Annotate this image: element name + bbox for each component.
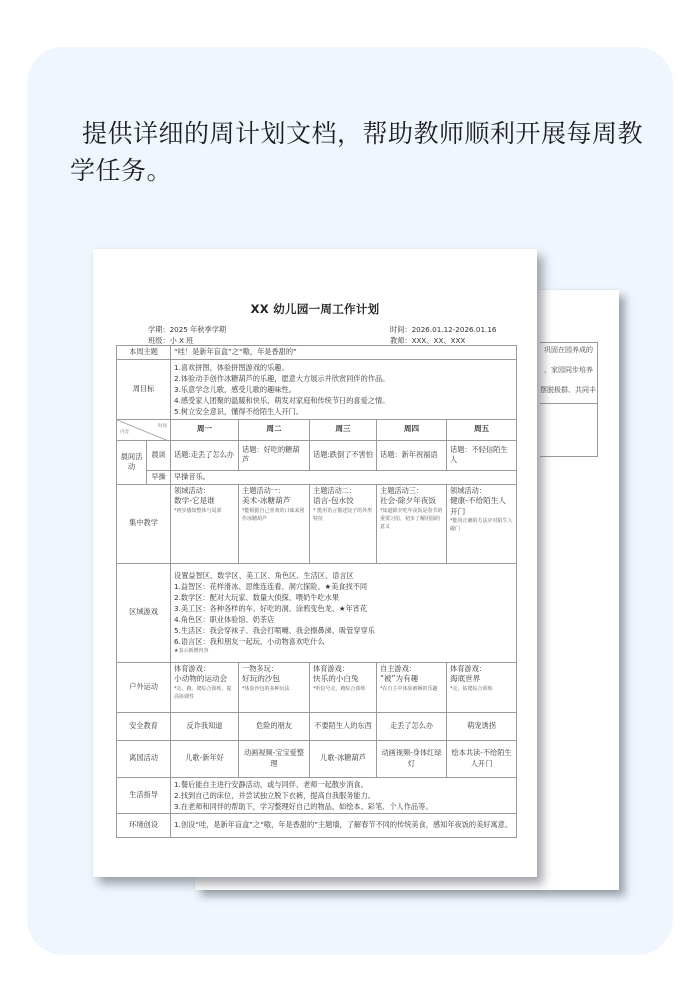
talk-label: 晨谈 bbox=[147, 440, 171, 470]
safety-cell: 走丢了怎么办 bbox=[377, 712, 447, 740]
leaving-cell: 儿歌-冰糖葫芦 bbox=[310, 740, 377, 777]
focus-cell bbox=[171, 484, 239, 563]
life-guidance-row bbox=[117, 777, 517, 813]
activity-title: 体育游戏： bbox=[174, 663, 210, 673]
time-axis-label: 时间 bbox=[158, 423, 168, 429]
day-header-tue: 周二 bbox=[239, 419, 310, 440]
class-info: 班级：小 X 班 bbox=[148, 336, 194, 345]
teachers-info: 教师：XXX、XX、XXX bbox=[390, 336, 466, 345]
diagonal-header-cell bbox=[117, 419, 171, 440]
activity-name: 数学-它是谁 bbox=[174, 496, 215, 505]
area-games-label: 区域游戏 bbox=[117, 563, 171, 662]
header-row bbox=[117, 419, 517, 440]
activity-note: *知道除夕吃年夜饭是春节的重要习俗，初步了解团圆的意义 bbox=[380, 507, 443, 530]
activity-title: 主题活动二： bbox=[313, 485, 357, 495]
goal-item: 3.乐意学念儿歌，感受儿歌的趣味性。 bbox=[174, 384, 296, 394]
life-guidance-list bbox=[171, 777, 517, 813]
focus-cell bbox=[310, 484, 377, 563]
date-range-info: 时间：2026.01.12-2026.01.16 bbox=[390, 325, 497, 334]
safety-row bbox=[117, 712, 517, 740]
outdoor-row bbox=[117, 662, 517, 712]
exercise-value: 早操音乐。 bbox=[171, 470, 517, 484]
safety-cell: 反诈我知道 bbox=[171, 712, 239, 740]
activity-note: *听信号走、跑综合训练 bbox=[313, 685, 366, 692]
activity-note: *走、钻爬综合训练 bbox=[450, 685, 493, 692]
activity-name: 语言-包水饺 bbox=[313, 496, 354, 505]
talk-cell: 话题：不轻信陌生人 bbox=[447, 440, 517, 470]
activity-title: 体育游戏： bbox=[450, 663, 486, 673]
talk-cell: 话题:跌倒了不害怕 bbox=[310, 440, 377, 470]
talk-cell: 话题:走丢了怎么办 bbox=[171, 440, 239, 470]
area-line: 设置益智区、数学区、美工区、角色区、生活区、语言区 bbox=[174, 571, 354, 580]
content-axis-label: 内容 bbox=[120, 430, 129, 435]
area-line: 5.生活区：我会穿袜子、我会打喷嚏、我会擦鼻涕、吸管穿穿乐 bbox=[174, 626, 375, 635]
goal-item: 1.喜欢拼图，体验拼图游戏的乐趣。 bbox=[174, 362, 289, 372]
day-header-thu: 周四 bbox=[377, 419, 447, 440]
activity-name: 健康-不给陌生人开门 bbox=[450, 496, 506, 516]
weekly-plan-document bbox=[93, 249, 537, 877]
activity-title: 领域活动： bbox=[450, 485, 486, 495]
morning-talk-row bbox=[117, 440, 517, 470]
safety-cell: 不要陌生人的东西 bbox=[310, 712, 377, 740]
focus-teaching-row bbox=[117, 484, 517, 563]
talk-cell: 话题：新年祝福语 bbox=[377, 440, 447, 470]
activity-title: 自主游戏： bbox=[380, 663, 416, 673]
new-content-note: ★表示新增内容 bbox=[174, 648, 209, 654]
activity-title: 主题活动三： bbox=[380, 485, 424, 495]
outdoor-label: 户外运动 bbox=[117, 662, 171, 712]
day-header-wed: 周三 bbox=[310, 419, 377, 440]
goals-row bbox=[117, 359, 517, 419]
morning-activity-label: 晨间活动 bbox=[117, 440, 147, 484]
document-title: XX 幼儿园一周工作计划 bbox=[250, 302, 380, 316]
exercise-label: 早操 bbox=[147, 470, 171, 484]
activity-title: 一物多玩： bbox=[242, 663, 278, 673]
goals-label: 周目标 bbox=[117, 359, 171, 419]
leaving-row bbox=[117, 740, 517, 777]
back-page-snippet: 巩固在园养成的 bbox=[544, 346, 593, 354]
semester-info: 学期：2025 年秋季学期 bbox=[148, 325, 227, 334]
safety-cell: 萌宠诱拐 bbox=[447, 712, 517, 740]
caption-text: 提供详细的周计划文档，帮助教师顺利开展每周教学任务。 bbox=[70, 119, 644, 185]
leaving-cell: 动画视频-宝宝爱整理 bbox=[239, 740, 310, 777]
activity-note: *走、跑、爬综合训练，提高协调性 bbox=[174, 685, 232, 700]
activity-name: “被”为有趣 bbox=[380, 674, 419, 683]
focus-cell bbox=[377, 484, 447, 563]
life-line: 1.餐后能自主进行安静活动，或与同伴、老师一起散步消食。 bbox=[174, 779, 368, 789]
focus-cell bbox=[447, 484, 517, 563]
leaving-label: 离园活动 bbox=[117, 740, 171, 777]
area-games-row bbox=[117, 563, 517, 662]
activity-name: 海底世界 bbox=[450, 674, 481, 683]
activity-note: * 能用语言描述饺子的外形特征 bbox=[313, 507, 373, 522]
environment-value: 1.创设“哇，是新年盲盒”之“嗷，年是香甜的”主题墙，了解春节不同的传统美食，感知年夜饭的美好寓意。 bbox=[171, 813, 517, 837]
activity-title: 领域活动： bbox=[174, 485, 210, 495]
back-page-snippet: ，家园同步培养 bbox=[544, 366, 593, 374]
life-line: 2.找到自己的床位，并尝试独立脱下衣裤，提高自我服务能力。 bbox=[174, 790, 375, 800]
focus-teaching-label: 集中教学 bbox=[117, 484, 171, 563]
activity-name: 好玩的沙包 bbox=[242, 674, 280, 683]
leaving-cell: 动画视频-身体红绿灯 bbox=[377, 740, 447, 777]
activity-name: 社会-除夕年夜饭 bbox=[380, 496, 436, 505]
day-header-mon: 周一 bbox=[171, 419, 239, 440]
area-line: 6.语言区：我和朋友一起玩、小动物喜欢吃什么 bbox=[174, 637, 325, 646]
outdoor-cell bbox=[171, 662, 239, 712]
activity-title: 体育游戏： bbox=[313, 663, 349, 673]
activity-name: 美术-冰糖葫芦 bbox=[242, 496, 291, 505]
goal-item: 4.感受家人团聚的温暖和快乐，萌发对家庭和传统节日的喜爱之情。 bbox=[174, 395, 390, 405]
activity-note: *能根据自己喜欢的口味来创作冰糖葫芦 bbox=[242, 507, 305, 522]
theme-row bbox=[117, 346, 517, 360]
back-page-table bbox=[540, 342, 598, 457]
outdoor-cell bbox=[377, 662, 447, 712]
goal-item: 5.树立安全意识，懂得不给陌生人开门。 bbox=[174, 406, 304, 416]
environment-label: 环境创设 bbox=[117, 813, 171, 837]
leaving-cell: 儿歌-新年好 bbox=[171, 740, 239, 777]
life-line: 3.在老师和同伴的帮助下，学习整理好自己的物品，如绘本、彩笔、个人作品等。 bbox=[174, 801, 433, 811]
activity-name: 快乐的小白兔 bbox=[313, 674, 359, 683]
life-guidance-label: 生活指导 bbox=[117, 777, 171, 813]
area-games-list bbox=[171, 563, 517, 662]
activity-note: *初步感知整体与局部 bbox=[174, 507, 222, 514]
outdoor-cell bbox=[447, 662, 517, 712]
activity-name: 小动物的运动会 bbox=[174, 674, 228, 683]
area-line: 4.角色区：职业体验馆、奶茶店 bbox=[174, 615, 275, 624]
activity-note: *在自主中体验被褥的乐趣 bbox=[380, 685, 438, 692]
environment-row bbox=[117, 813, 517, 837]
theme-value: “哇！是新年盲盒”之“嗷，年是香甜的” bbox=[171, 346, 517, 360]
activity-note: *体验沙包的多种玩法 bbox=[242, 685, 290, 692]
leaving-cell: 绘本共读-不给陌生人开门 bbox=[447, 740, 517, 777]
day-header-fri: 周五 bbox=[447, 419, 517, 440]
outdoor-cell bbox=[239, 662, 310, 712]
talk-cell: 话题：好吃的糖葫芦 bbox=[239, 440, 310, 470]
theme-label: 本周主题 bbox=[117, 346, 171, 360]
goal-item: 2.体验动手创作冰糖葫芦的乐趣，愿意大方展示并欣赏同伴的作品。 bbox=[174, 373, 390, 383]
activity-note: *能用正确的方法应对陌生人敲门 bbox=[450, 518, 513, 532]
area-line: 2.数学区：配对大玩家、数量大侦探、喂奶牛吃水果 bbox=[174, 593, 340, 602]
back-page-snippet: 摆脱极群、共同丰 bbox=[540, 386, 596, 394]
area-line: 3.美工区：各种各样的车、好吃的洞、涂鸦变色龙、★年宵花 bbox=[174, 604, 368, 613]
focus-cell bbox=[239, 484, 310, 563]
activity-title: 主题活动一： bbox=[242, 485, 286, 495]
goals-list bbox=[171, 359, 517, 419]
weekly-plan-table bbox=[116, 345, 517, 838]
morning-exercise-row bbox=[117, 470, 517, 484]
safety-label: 安全教育 bbox=[117, 712, 171, 740]
outdoor-cell bbox=[310, 662, 377, 712]
safety-cell: 危险的朋友 bbox=[239, 712, 310, 740]
area-line: 1.益智区：花样滑冰、思维连连看、洞穴探险、★美食找不同 bbox=[174, 582, 368, 591]
